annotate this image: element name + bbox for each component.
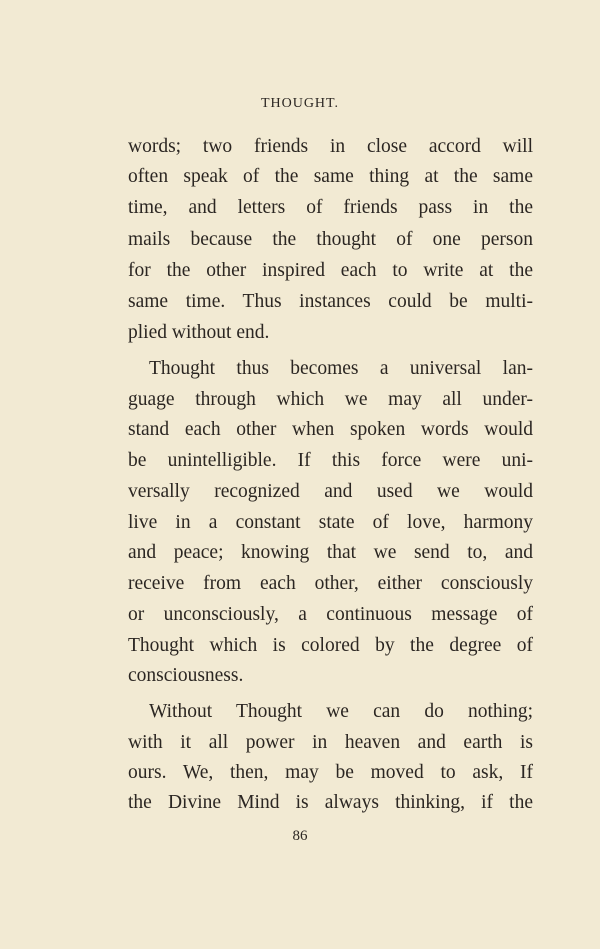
page-number: 86 — [292, 828, 308, 844]
text-line: stand each other when spoken words would — [128, 419, 533, 440]
text-line: plied without end. — [128, 322, 270, 343]
text-line: words; two friends in close accord will — [128, 136, 533, 157]
text-line: versally recognized and used we would — [128, 481, 533, 502]
text-line: mails because the thought of one person — [128, 229, 533, 250]
text-line: with it all power in heaven and earth is — [128, 732, 533, 753]
text-line: receive from each other, either consciously — [128, 573, 533, 594]
text-line: the Divine Mind is always thinking, if the — [128, 792, 533, 813]
running-header: THOUGHT. — [260, 96, 340, 111]
text-line: live in a constant state of love, harmony — [128, 512, 533, 533]
text-line: same time. Thus instances could be multi- — [128, 291, 533, 312]
text-line: Without Thought we can do nothing; — [149, 701, 533, 722]
text-line: ours. We, then, may be moved to ask, If — [128, 762, 533, 783]
text-line: and peace; knowing that we send to, and — [128, 542, 533, 563]
text-line: consciousness. — [128, 665, 244, 686]
text-line: be unintelligible. If this force were uni- — [128, 450, 533, 471]
text-line: for the other inspired each to write at the — [128, 260, 533, 281]
text-line: often speak of the same thing at the same — [128, 166, 533, 187]
text-line: time, and letters of friends pass in the — [128, 197, 533, 218]
text-line: guage through which we may all under- — [128, 389, 533, 410]
text-line: Thought which is colored by the degree of — [128, 635, 533, 656]
text-line: Thought thus becomes a universal lan- — [149, 358, 533, 379]
text-line: or unconsciously, a continuous message of — [128, 604, 533, 625]
